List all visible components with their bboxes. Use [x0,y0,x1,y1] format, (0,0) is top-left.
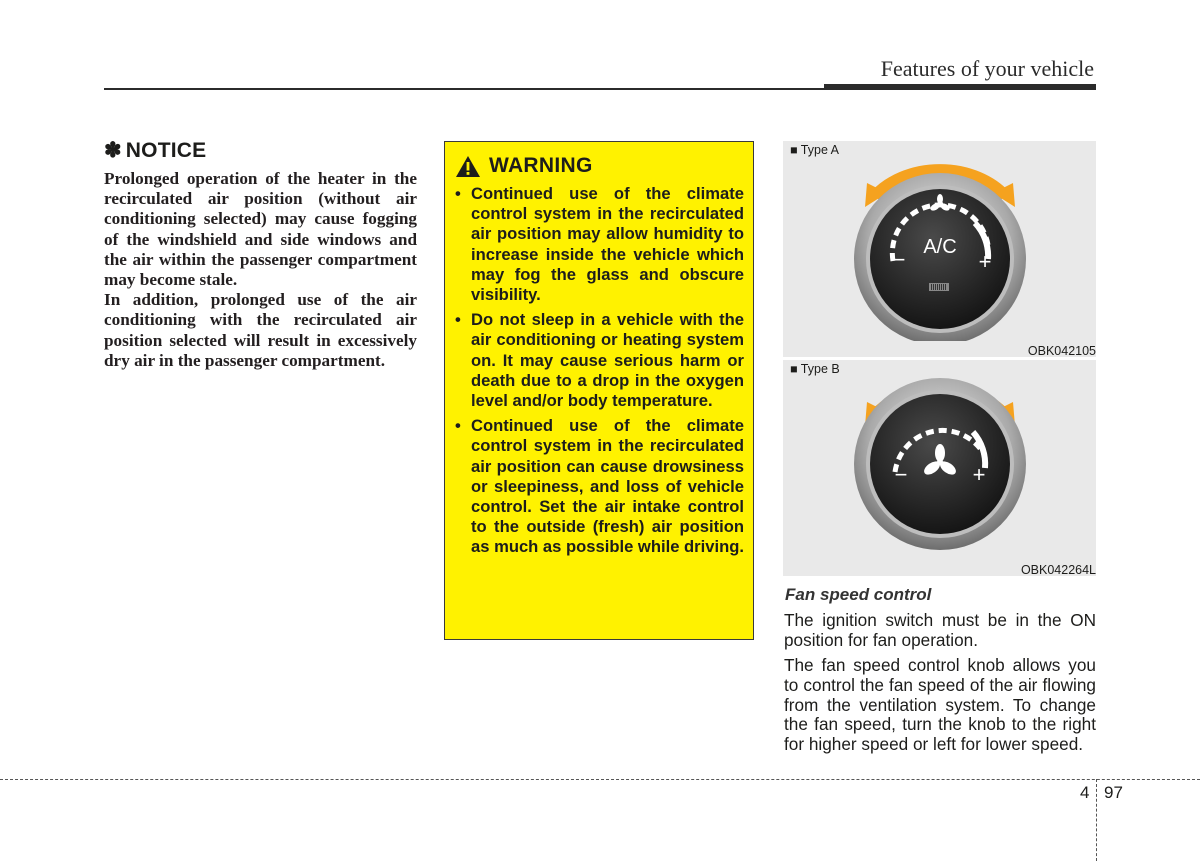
page-header-title: Features of your vehicle [880,56,1094,81]
knob-plus-label: + [978,249,992,274]
figure-type-a [783,141,1096,357]
warning-item-text: Continued use of the climate control system in the recirculated air position can cause drowsiness or sleepiness, and loss of vehicle control. Set the air intake control to the outside (fresh) air position as much as possible while driving. [471,416,744,557]
fan-knob-type-a-illustration [783,141,1096,341]
page-number: 97 [1104,783,1123,802]
header-rule [104,88,826,90]
notice-heading [104,138,417,163]
warning-box [444,141,754,640]
figure-type-label: ■ Type A [790,143,840,157]
warning-item [455,184,744,305]
header-rule-accent [824,84,1096,90]
footer-divider [0,779,1200,780]
knob-minus-label: − [894,462,908,487]
footer-vertical-divider [1096,779,1097,861]
warning-heading [455,154,744,178]
notice-title: NOTICE [125,139,207,162]
warning-item-text: Do not sleep in a vehicle with the air conditioning or heating system on. It may cause serious harm or death due to a drop in the oxygen level and/or body temperature. [471,310,744,411]
warning-item-text: Continued use of the climate control system in the recirculated air position may allow humidity to increase inside the vehicle which may fog the glass and obscure visibility. [471,184,744,305]
figure-type-label: ■ Type B [790,362,840,376]
warning-title: WARNING [489,154,593,177]
fan-knob-type-b-illustration [783,360,1096,560]
chapter-number: 4 [1080,783,1090,802]
notice-section [104,138,417,371]
knob-minus-label: − [892,247,906,272]
knob-plus-label: + [972,462,986,487]
notice-paragraph: In addition, prolonged use of the air conditioning with the recirculated air position selected will result in excessively dry air in the passenger compartment. [104,290,417,370]
warning-item [455,310,744,411]
figure-code: OBK042264L [1020,563,1096,577]
section-title: Fan speed control [785,585,932,604]
notice-star-icon: ✽ [104,139,122,162]
warning-list [455,184,744,558]
bullet-icon: • [455,310,461,330]
figure-type-b [783,360,1096,576]
body-paragraph: The ignition switch must be in the ON position for fan operation. [784,610,1096,650]
notice-paragraph: Prolonged operation of the heater in the recirculated air position (without air conditioning selected) may cause fogging of the windshield and side windows and the air within the passenger compartment may become stale. [104,169,417,290]
warning-item [455,416,744,557]
bullet-icon: • [455,184,461,203]
knob-ac-label: A/C [923,236,957,258]
body-paragraph: The fan speed control knob allows you to control the fan speed of the air flowing from the ventilation system. To change the fan speed, turn the knob to the right for higher speed or left for lower speed. [784,655,1096,755]
figure-code: OBK042105 [1027,344,1096,358]
bullet-icon: • [455,416,461,436]
warning-triangle-icon [455,155,481,178]
